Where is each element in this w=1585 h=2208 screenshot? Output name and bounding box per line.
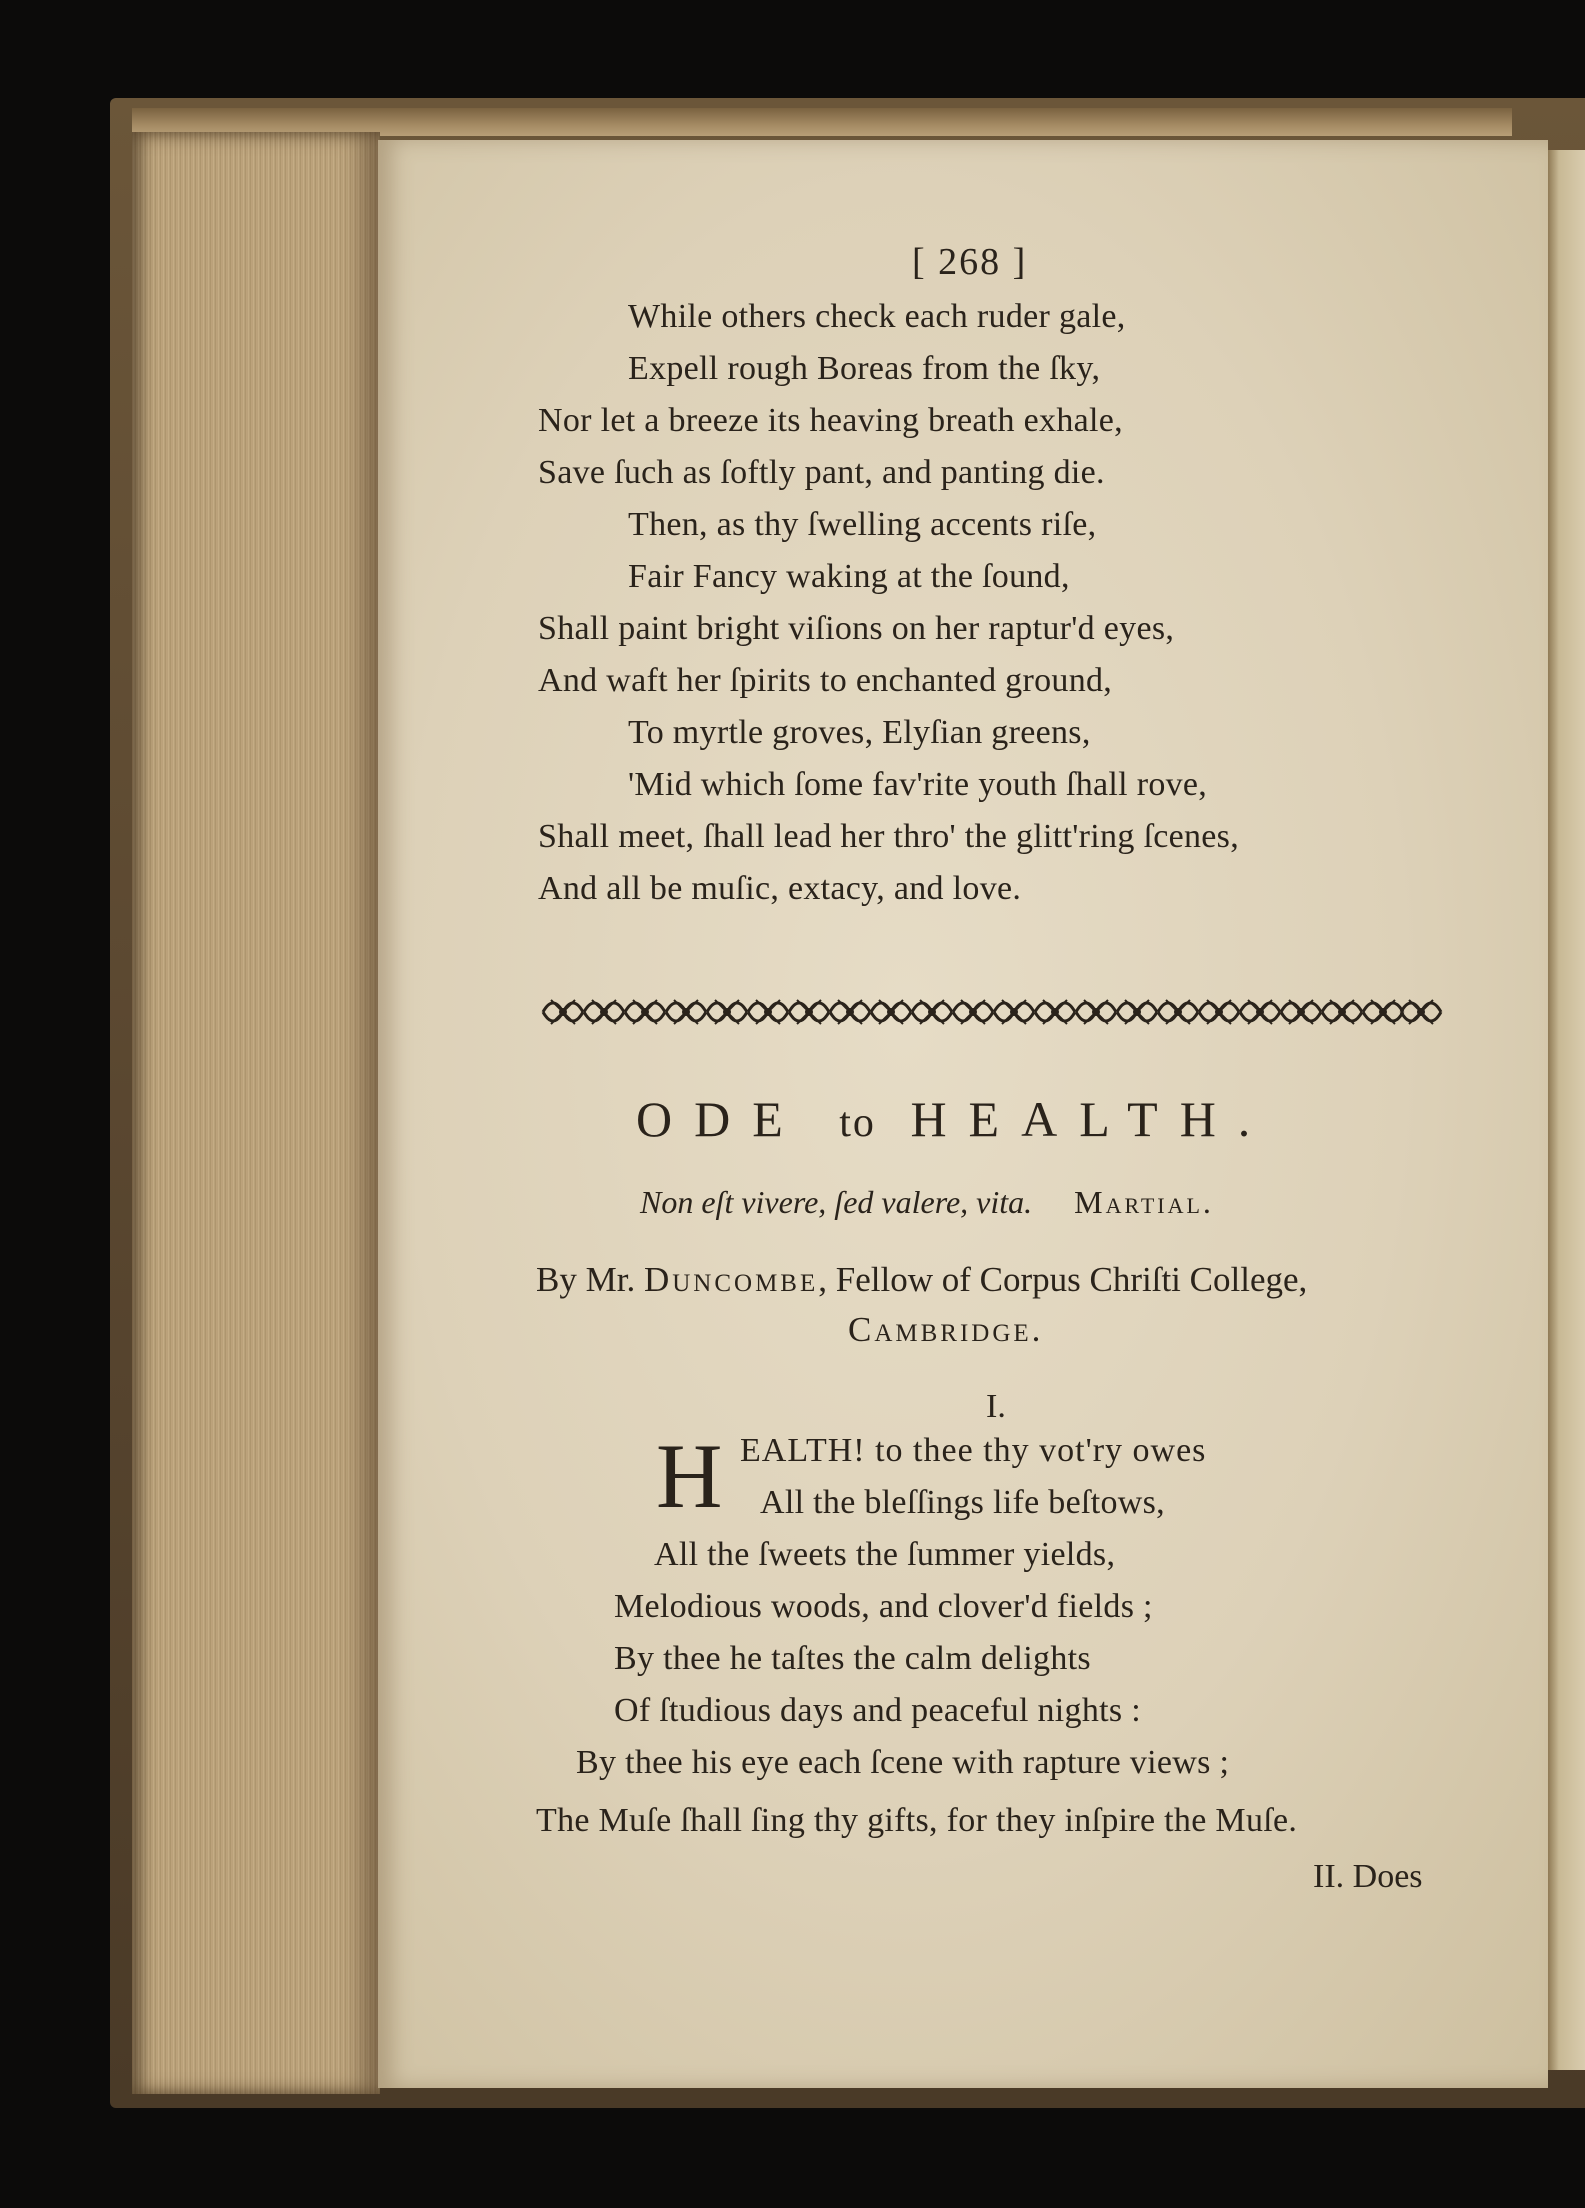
motto-latin: Non eſt vivere, ſed valere, vita. — [640, 1184, 1033, 1220]
drop-cap: H — [656, 1425, 723, 1527]
byline-prefix: By Mr. — [536, 1260, 636, 1299]
stanza-number: I. — [986, 1388, 1006, 1425]
ode-title-part-2: HEALTH. — [910, 1091, 1273, 1147]
poem-line: Shall meet, ſhall lead her thro' the glitt'ring ſcenes, — [538, 818, 1239, 855]
poem-line: While others check each ruder gale, — [628, 298, 1126, 335]
byline-affiliation: , Fellow of Corpus Chriſti College, — [818, 1260, 1308, 1299]
ode-line: All the ſweets the ſummer yields, — [654, 1536, 1116, 1573]
poem-line: To myrtle groves, Elyſian greens, — [628, 714, 1091, 751]
ode-first-line: EALTH! to thee thy vot'ry owes — [740, 1432, 1207, 1469]
poem-line: Save ſuch as ſoftly pant, and panting die. — [538, 454, 1105, 491]
ode-line: All the bleſſings life beſtows, — [760, 1484, 1165, 1521]
ornamental-rule-icon — [541, 990, 1443, 1034]
ode-line: Melodious woods, and clover'd fields ; — [614, 1588, 1153, 1625]
poem-line: And all be muſic, extacy, and love. — [538, 870, 1022, 907]
ode-line: By thee he taſtes the calm delights — [614, 1640, 1091, 1677]
poem-line: Shall paint bright viſions on her raptur'd eyes, — [538, 610, 1175, 647]
byline-author: Duncombe — [643, 1260, 819, 1299]
page-text — [378, 140, 1548, 2088]
ode-line: By thee his eye each ſcene with rapture views ; — [576, 1744, 1230, 1781]
ode-line: Of ſtudious days and peaceful nights : — [614, 1692, 1141, 1729]
catchword: II. Does — [1313, 1858, 1423, 1895]
book-page — [378, 140, 1548, 2088]
page-number: [ 268 ] — [912, 241, 1028, 283]
poem-line: Then, as thy ſwelling accents riſe, — [628, 506, 1097, 543]
page-block-fore-edge — [132, 132, 380, 2094]
motto-author: Martial. — [1074, 1184, 1214, 1220]
byline-line-2: Cambridge. — [848, 1310, 1044, 1349]
poem-line: And waft her ſpirits to enchanted ground, — [538, 662, 1113, 699]
poem-line: Nor let a breeze its heaving breath exhale, — [538, 402, 1123, 439]
poem-line: Expell rough Boreas from the ſky, — [628, 350, 1101, 387]
motto — [640, 1184, 1214, 1221]
poem-line: Fair Fancy waking at the ſound, — [628, 558, 1070, 595]
ode-title-part-1: ODE — [636, 1091, 805, 1147]
poem-line: 'Mid which ſome fav'rite youth ſhall rove, — [628, 766, 1208, 803]
byline-line-1 — [536, 1260, 1307, 1300]
facing-page-edge — [1548, 150, 1585, 2070]
ode-title — [636, 1090, 1272, 1148]
ode-line: The Muſe ſhall ſing thy gifts, for they inſpire the Muſe. — [536, 1802, 1298, 1839]
ode-title-to: to — [839, 1100, 876, 1146]
